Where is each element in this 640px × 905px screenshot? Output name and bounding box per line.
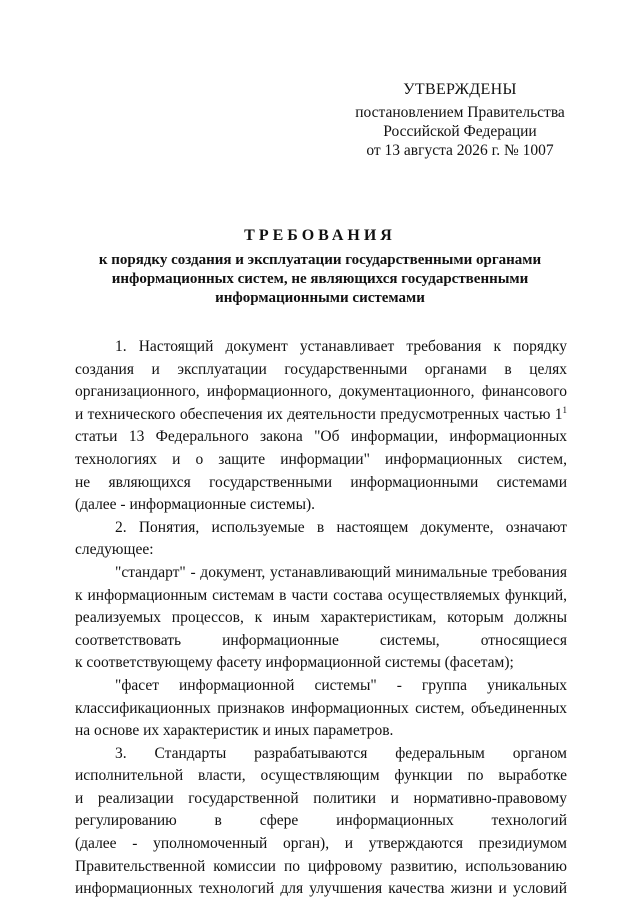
text-line: 1. Настоящий документ устанавливает требования к порядку bbox=[115, 338, 567, 355]
text-line: информационных технологий для улучшения качества жизни и условий bbox=[75, 880, 567, 898]
text-line: Правительственной комиссии по цифровому развитию, использованию bbox=[75, 857, 567, 875]
text-line-with-footnote bbox=[75, 404, 567, 427]
text-line: регулированию в сфере информационных технологий bbox=[75, 812, 567, 830]
text-line: технологиях и о защите информации" информационных систем, bbox=[75, 450, 567, 468]
definition-standard bbox=[75, 562, 567, 675]
subtitle-line: информационных систем, не являющихся государственными bbox=[111, 271, 529, 287]
paragraph-3 bbox=[75, 743, 567, 901]
text-line: (далее - уполномоченный орган), и утверждаются президиумом bbox=[75, 835, 567, 853]
text-line: создания и эксплуатации государственными органами в целях bbox=[75, 360, 567, 378]
text-line: и реализации государственной политики и нормативно-правовому bbox=[75, 789, 567, 807]
text-line: к соответствующему фасету информационной системы (фасетам); bbox=[75, 654, 514, 672]
text-line: 3. Стандарты разрабатываются федеральным органом bbox=[115, 744, 567, 762]
text-line: следующее: bbox=[75, 541, 154, 559]
text-line: "стандарт" - документ, устанавливающий минимальные требования bbox=[115, 563, 567, 581]
approval-block bbox=[330, 80, 590, 160]
subtitle-line: информационными системами bbox=[215, 290, 425, 306]
approval-line: постановлением Правительства bbox=[355, 104, 565, 121]
text-line: соответствовать информационные системы, относящиеся bbox=[75, 631, 567, 649]
text-line: 2. Понятия, используемые в настоящем документе, означают bbox=[115, 518, 567, 536]
text-line: к информационным системам в части состава осуществляемых функций, bbox=[75, 586, 567, 604]
text-line: статьи 13 Федерального закона "Об информации, информационных bbox=[75, 428, 567, 446]
subtitle-line: к порядку создания и эксплуатации государственными органами bbox=[98, 252, 542, 268]
definition-facet bbox=[75, 675, 567, 743]
paragraph-1 bbox=[75, 336, 567, 517]
text-fragment: и технического обеспечения их деятельности предусмотренных частью 1 bbox=[75, 405, 563, 423]
approval-date-line: от 13 августа 2026 г. № 1007 bbox=[366, 142, 554, 159]
document-subtitle bbox=[80, 251, 560, 308]
document-body bbox=[75, 336, 567, 901]
text-line: не являющихся государственными информационными системами bbox=[75, 473, 567, 491]
document-title: ТРЕБОВАНИЯ bbox=[244, 227, 396, 244]
approval-line: Российской Федерации bbox=[383, 123, 537, 140]
text-line: на основе их характеристик и иных параметров. bbox=[75, 722, 394, 740]
paragraph-2 bbox=[75, 517, 567, 562]
text-line: реализуемых процессов, к иным характеристикам, которым должны bbox=[75, 609, 567, 627]
text-line: "фасет информационной системы" - группа уникальных bbox=[115, 676, 567, 694]
text-line: организационного, информационного, документационного, финансового bbox=[75, 383, 567, 401]
footnote-marker: 1 bbox=[562, 404, 567, 415]
approval-heading: УТВЕРЖДЕНЫ bbox=[403, 81, 517, 98]
text-line: (далее - информационные системы). bbox=[75, 496, 316, 514]
text-line: исполнительной власти, осуществляющим функции по выработке bbox=[75, 767, 567, 785]
text-line: классификационных признаков информационных систем, объединенных bbox=[75, 699, 567, 717]
